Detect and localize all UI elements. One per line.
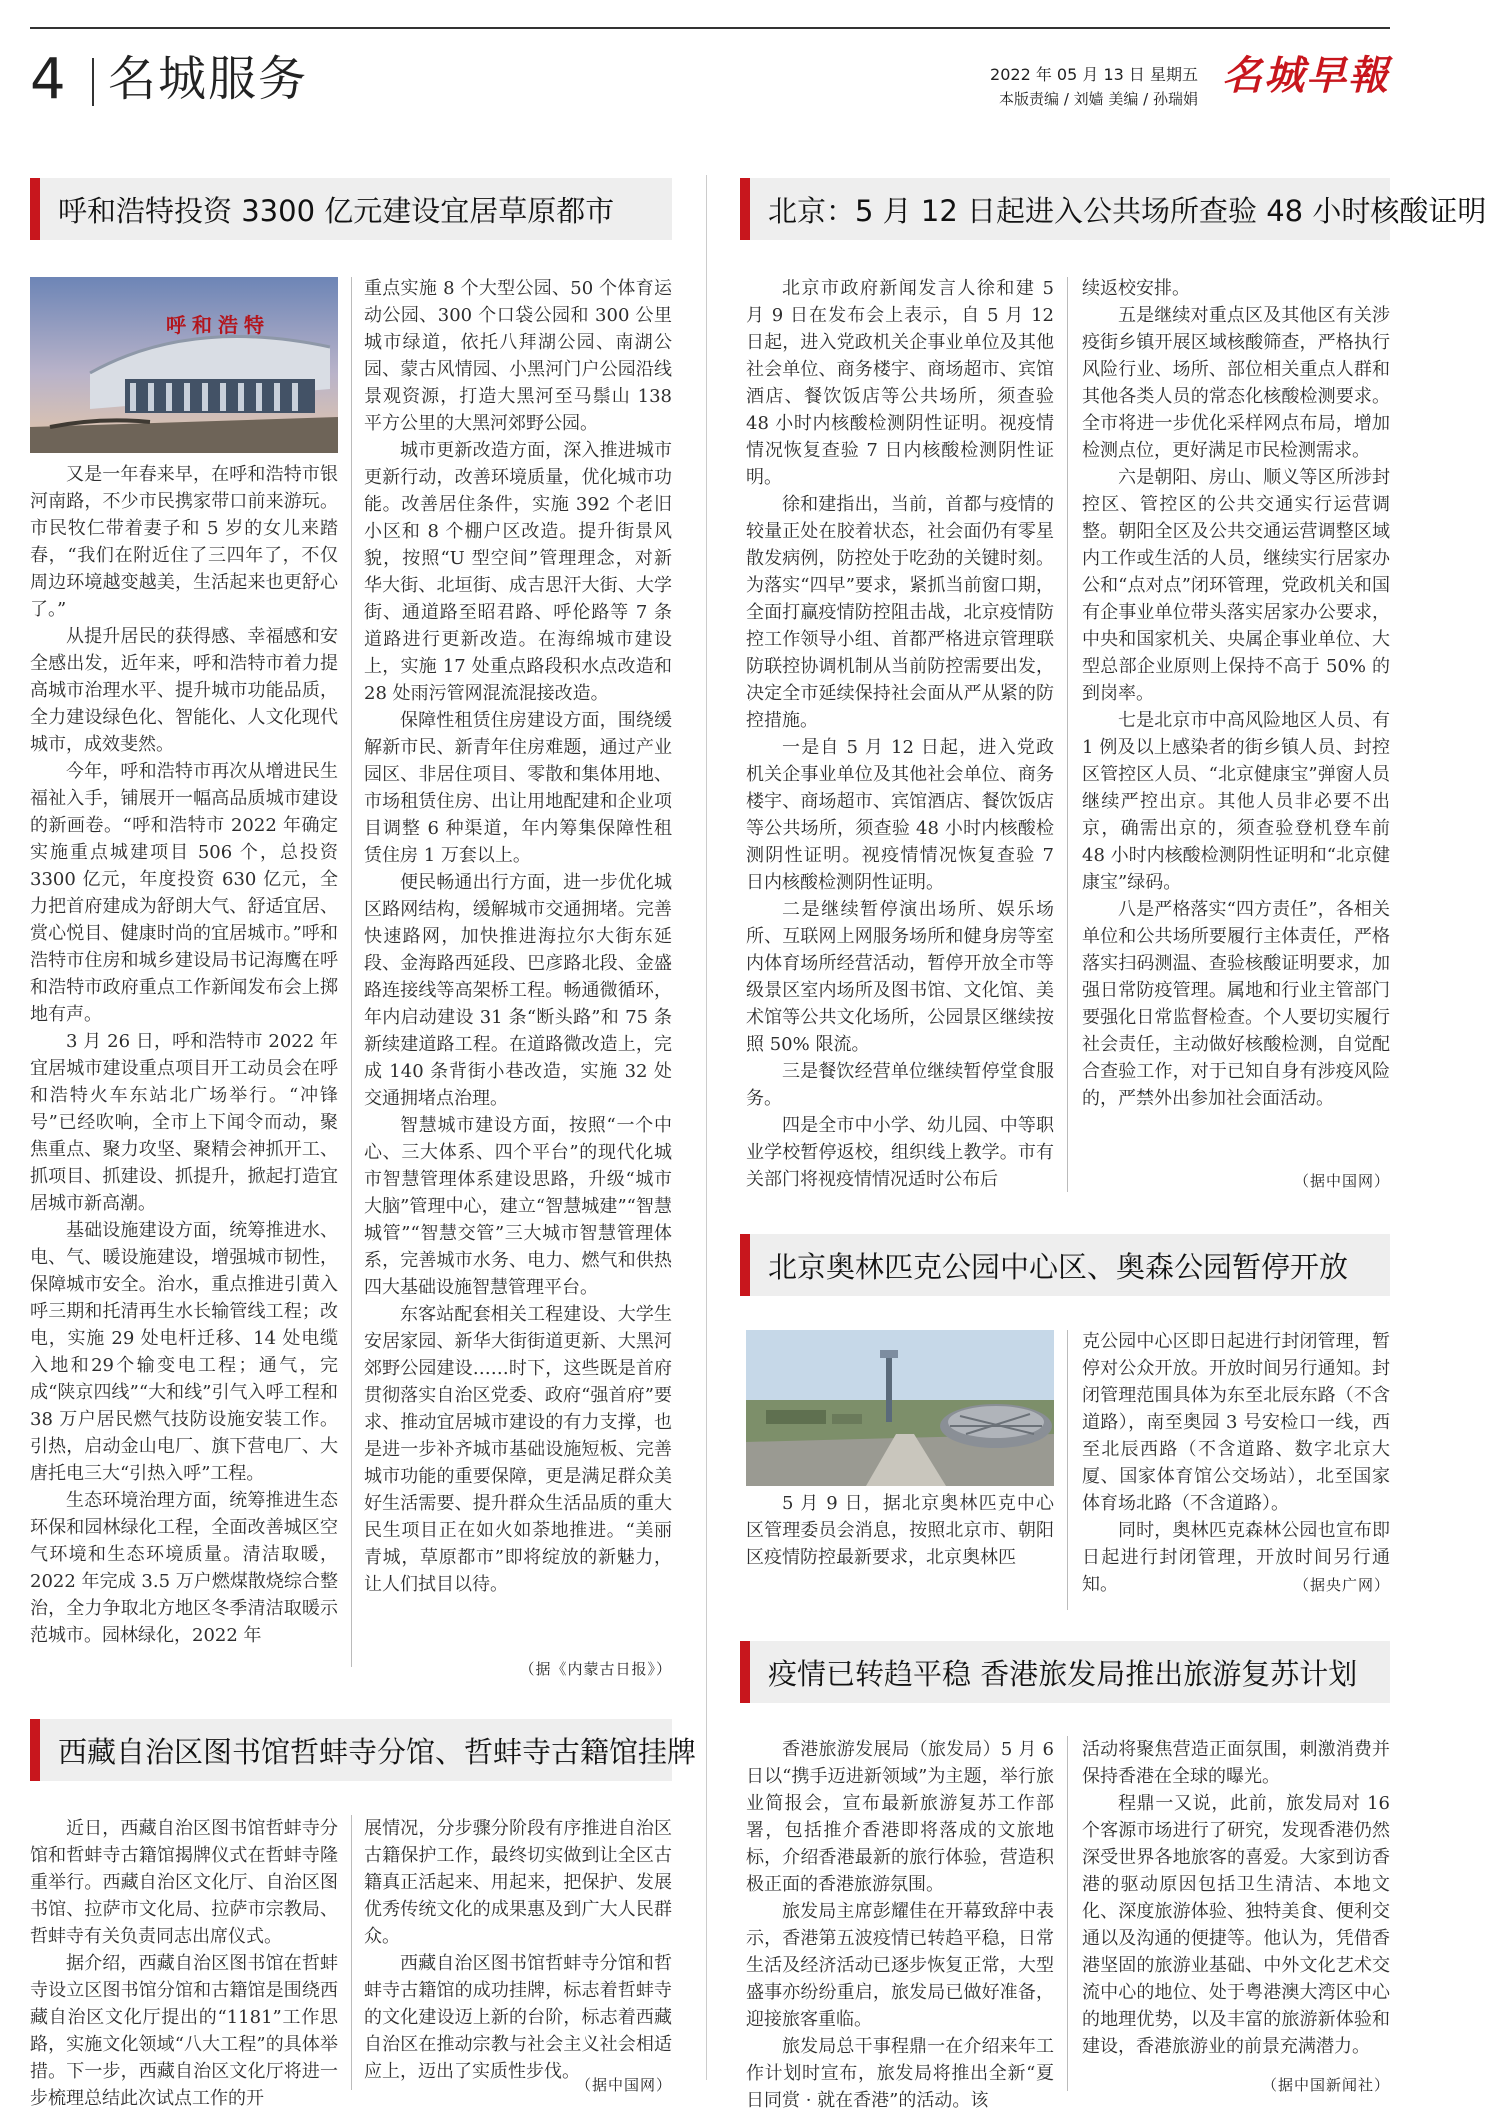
article1-title: 呼和浩特投资 3300 亿元建设宜居草原都市 [30,178,672,240]
paragraph: 八是严格落实“四方责任”，各相关单位和公共场所要履行主体责任，严格落实扫码测温、查验核酸证明要求，加强日常防疫管理。属地和行业主管部门要强化日常监督检查。个人要切实履行社会责任，主动做好核酸检测，自觉配合查验工作，对于已知自身有涉疫风险的，严禁外出参加社会面活动。 [1082,899,1390,1109]
paragraph: 基础设施建设方面，统筹推进水、电、气、暖设施建设，增强城市韧性，保障城市安全。治水，重点推进引黄入呼三期和托清再生水长输管线工程；改电，实施 29 处电杆迁移、14 处电缆入地和29个输变电工程；通气，完成“陕京四线”“大和线”引气入呼工程和 38 万户居民燃气技防设施安装工作。引热，启动金山电厂、旗下营电厂、大唐托电三大“引热入呼”工程。 [30,1220,338,1484]
paragraph: 保障性租赁住房建设方面，围绕缓解新市民、新青年住房难题，通过产业园区、非居住项目、零散和集体用地、市场租赁住房、出让用地配建和企业项目调整 6 种渠道，年内筹集保障性租赁住房 1 万套以上。 [364,710,672,866]
article4-column1 [30,1815,338,2109]
article4-title: 西藏自治区图书馆哲蚌寺分馆、哲蚌寺古籍馆挂牌 [30,1719,672,1781]
paragraph: 近日，西藏自治区图书馆哲蚌寺分馆和哲蚌寺古籍馆揭牌仪式在哲蚌寺隆重举行。西藏自治区文化厅、自治区图书馆、拉萨市文化局、拉萨市宗教局、哲蚌寺有关负责同志出席仪式。 [30,1818,338,1947]
article3-column-right [1082,1328,1390,1598]
station-sign: 呼和浩特 [166,313,270,337]
issue-date: 2022 年 05 月 13 日 星期五 [990,65,1198,84]
paragraph: 同时，奥林匹克森林公园也宣布即日起进行封闭管理，开放时间另行通知。 [1082,1520,1390,1595]
paragraph: 旅发局总干事程鼎一在介绍来年工作计划时宣布，旅发局将推出全新“夏日同赏 · 就在香港”的活动。该 [746,2036,1054,2111]
paragraph: 3 月 26 日，呼和浩特市 2022 年宜居城市建设重点项目开工动员会在呼和浩特火车东站北广场举行。“冲锋号”已经吹响，全市上下闻令而动，聚焦重点、聚力攻坚、聚精会神抓开工、抓项目、抓建设、抓提升，掀起打造宜居城市新高潮。 [30,1031,338,1214]
paragraph: 三是餐饮经营单位继续暂停堂食服务。 [746,1061,1054,1109]
paragraph: 香港旅游发展局（旅发局）5 月 6 日以“携手迈进新领域”为主题，举行旅业简报会，宣布最新旅游复苏工作部署，包括推介香港即将落成的文旅地标，介绍香港最新的旅行体验，营造积极正面的香港旅游氛围。 [746,1739,1054,1895]
paragraph: 城市更新改造方面，深入推进城市更新行动，改善环境质量，优化城市功能。改善居住条件，实施 392 个老旧小区和 8 个棚户区改造。提升街景风貌，按照“U 型空间”管理理念，对新华大街、北垣街、成吉思汗大街、大学街、通道路至昭君路、呼伦路等 7 条道路进行更新改造。在海绵城市建设上，实施 17 处重点路段积水点改造和 28 处雨污管网混流混接改造。 [364,440,672,704]
paragraph: 生态环境治理方面，统筹推进生态环保和园林绿化工程，全面改善城区空气环境和生态环境质量。清洁取暖，2022 年完成 3.5 万户燃煤散烧综合整治，全力争取北方地区冬季清洁取暖示范城市。园林绿化，2022 年 [30,1490,338,1646]
article1-source: （据《内蒙古日报》） [519,1660,672,1678]
paragraph: 四是全市中小学、幼儿园、中等职业学校暂停返校，组织线上教学。市有关部门将视疫情情况适时公布后 [746,1115,1054,1190]
page-column-divider [706,175,707,2080]
top-rule [30,27,1390,29]
paragraph: 智慧城市建设方面，按照“一个中心、三大体系、四个平台”的现代化城市智慧管理体系建设思路，升级“城市大脑”管理中心，建立“智慧城建”“智慧城管”“智慧交管”三大城市智慧管理体系，完善城市水务、电力、燃气和供热四大基础设施智慧管理平台。 [364,1115,672,1298]
article4-source: （据中国网） [575,2076,672,2094]
article5-column2 [1082,1736,1390,2069]
article2-source: （据中国网） [1293,1172,1390,1190]
paragraph: 重点实施 8 个大型公园、50 个体育运动公园、300 个口袋公园和 300 公里城市绿道，依托八拜湖公园、南湖公园、蒙古风情园、小黑河门户公园沿线景观资源，打造大黑河至马鬃山 138 平方公里的大黑河郊野公园。 [364,278,672,434]
paragraph: 续返校安排。 [1082,278,1190,299]
column-rule [1067,1330,1068,1610]
paragraph: 北京市政府新闻发言人徐和建 5 月 9 日在发布会上表示，自 5 月 12 日起，进入党政机关企事业单位及其他社会单位、商务楼宇、商场超市、宾馆酒店、餐饮饭店等公共场所，须查验 48 小时内核酸检测阴性证明。视疫情情况恢复查验 7 日内核酸检测阴性证明。 [746,278,1054,488]
article2-title: 北京：5 月 12 日起进入公共场所查验 48 小时核酸证明 [740,178,1390,240]
paragraph: 六是朝阳、房山、顺义等区所涉封控区、管控区的公共交通实行运营调整。朝阳全区及公共交通运营调整区域内工作或生活的人员，继续实行居家办公和“点对点”闭环管理，党政机关和国有企事业单位带头落实居家办公要求，中央和国家机关、央属企事业单位、大型总部企业原则上保持不高于 50% 的到岗率。 [1082,467,1390,704]
column-rule [1067,1736,1068,2091]
article1-column1 [30,461,338,1656]
page-number: 4 [30,47,66,112]
header-divider [92,58,94,106]
article3-photo [746,1330,1054,1486]
paragraph: 从提升居民的获得感、幸福感和安全感出发，近年来，呼和浩特市着力提高城市治理水平、提升城市功能品质，全力建设绿色化、智能化、人文化现代城市，成效斐然。 [30,626,338,755]
paragraph: 徐和建指出，当前，首都与疫情的较量正处在胶着状态，社会面仍有零星散发病例，防控处于吃劲的关键时刻。为落实“四早”要求，紧抓当前窗口期，全面打赢疫情防控阻击战，北京疫情防控工作领导小组、首都严格进京管理联防联控协调机制从当前防控需要出发，决定全市延续保持社会面从严从紧的防控措施。 [746,494,1054,731]
paragraph: 程鼎一又说，此前，旅发局对 16 个客源市场进行了研究，发现香港仍然深受世界各地旅客的喜爱。大家到访香港的驱动原因包括卫生清洁、本地文化、深度旅游体验、独特美食、便利交通以及沟通的便捷等。他认为，凭借香港坚固的旅游业基础、中外文化艺术交流中心的地位、处于粤港澳大湾区中心的地理优势，以及丰富的旅游新体验和建设，香港旅游业的前景充满潜力。 [1082,1793,1390,2057]
paragraph: 一是自 5 月 12 日起，进入党政机关企事业单位及其他社会单位、商务楼宇、商场超市、宾馆酒店、餐饮饭店等公共场所，须查验 48 小时内核酸检测阴性证明。视疫情情况恢复查验 7 日内核酸检测阴性证明。 [746,737,1054,893]
paragraph: 五是继续对重点区及其他区有关涉疫街乡镇开展区域核酸筛查，严格执行风险行业、场所、部位相关重点人群和其他各类人员的常态化核酸检测要求。全市将进一步优化采样网点布局，增加检测点位，更好满足市民检测需求。 [1082,305,1390,461]
paragraph: 今年，呼和浩特市再次从增进民生福祉入手，铺展开一幅高品质城市建设的新画卷。“呼和浩特市 2022 年确定实施重点城建项目 506 个，总投资 3300 亿元，年度投资 630 亿元，全力把首府建成为舒朗大气、舒适宜居、赏心悦目、健康时尚的宜居城市。”呼和浩特市住房和城乡建设局书记海鹰在呼和浩特市政府重点工作新闻发布会上掷地有声。 [30,761,338,1025]
column-rule [351,277,352,1667]
paragraph: 据介绍，西藏自治区图书馆在哲蚌寺设立区图书馆分馆和古籍馆是围绕西藏自治区文化厅提出的“1181”工作思路，实施文化领域“八大工程”的具体举措。下一步，西藏自治区文化厅将进一步梳理总结此次试点工作的开 [30,1953,338,2109]
article2-column1 [746,275,1054,1195]
paragraph: 西藏自治区图书馆哲蚌寺分馆和哲蚌寺古籍馆的成功挂牌，标志着哲蚌寺的文化建设迈上新的台阶，标志着西藏自治区在推动宗教与社会主义社会相适应上，迈出了实质性步伐。 [364,1953,672,2082]
article3-source: （据央广网） [1190,1574,1390,1595]
masthead-logo: 名城早報 [1222,52,1390,99]
column-rule [351,1815,352,2090]
paragraph: 展情况，分步骤分阶段有序推进自治区古籍保护工作，最终切实做到让全区古籍真正活起来、用起来，把保护、发展优秀传统文化的成果惠及到广大人民群众。 [364,1818,672,1947]
paragraph: 旅发局主席彭耀佳在开幕致辞中表示，香港第五波疫情已转趋平稳，日常生活及经济活动已逐步恢复正常，大型盛事亦纷纷重启，旅发局已做好准备，迎接旅客重临。 [746,1901,1054,2030]
article1-column2 [364,275,672,1650]
column-rule [1067,277,1068,1192]
article5-source: （据中国新闻社） [1261,2076,1390,2094]
section-title: 名城服务 [108,51,309,107]
article1-photo [30,277,338,453]
paragraph: 便民畅通出行方面，进一步优化城区路网结构，缓解城市交通拥堵。完善快速路网，加快推进海拉尔大街东延段、金海路西延段、巴彦路北段、金盛路连接线等高架桥工程。畅通微循环，年内启动建设 31 条“断头路”和 75 条新续建道路工程。在道路微改造上，完成 140 条背街小巷改造，实施 32 处交通拥堵点治理。 [364,872,672,1109]
article3-column-left [746,1490,1054,1610]
paragraph: 5 月 9 日，据北京奥林匹克中心区管理委员会消息，按照北京市、朝阳区疫情防控最新要求，北京奥林匹 [746,1493,1054,1568]
editor-credits: 本版责编 / 刘嫱 美编 / 孙瑞娟 [999,90,1198,108]
paragraph: 又是一年春来早，在呼和浩特市银河南路，不少市民携家带口前来游玩。市民牧仁带着妻子和 5 岁的女儿来踏春，“我们在附近住了三四年了，不仅周边环境越变越美，生活起来也更舒心了。” [30,464,338,620]
paragraph: 克公园中心区即日起进行封闭管理，暂停对公众开放。开放时间另行通知。封闭管理范围具体为东至北辰东路（不含道路），南至奥园 3 号安检口一线，西至北辰西路（不含道路、数字北京大厦、国家体育馆公交场站），北至国家体育场北路（不含道路）。 [1082,1331,1390,1514]
article4-column2 [364,1815,672,2082]
paragraph: 二是继续暂停演出场所、娱乐场所、互联网上网服务场所和健身房等室内体育场所经营活动，暂停开放全市等级景区室内场所及图书馆、文化馆、美术馆等公共文化场所，公园景区继续按照 50% 限流。 [746,899,1054,1055]
olympic-park-photo [746,1330,1054,1486]
paragraph: 七是北京市中高风险地区人员、有 1 例及以上感染者的街乡镇人员、封控区管控区人员、“北京健康宝”弹窗人员继续严控出京。其他人员非必要不出京，确需出京的，须查验登机登车前 48 小时内核酸检测阴性证明和“北京健康宝”绿码。 [1082,710,1390,893]
article5-title: 疫情已转趋平稳 香港旅发局推出旅游复苏计划 [740,1641,1390,1703]
train-station-photo [30,277,338,453]
article2-column2 [1082,275,1390,1170]
article5-column1 [746,1736,1054,2111]
paragraph: 活动将聚焦营造正面氛围，刺激消费并保持香港在全球的曝光。 [1082,1739,1390,1787]
paragraph: 东客站配套相关工程建设、大学生安居家园、新华大街街道更新、大黑河郊野公园建设……时下，这些既是首府贯彻落实自治区党委、政府“强首府”要求、推动宜居城市建设的有力支撑，也是进一步补齐城市基础设施短板、完善城市功能的重要保障，更是满足群众美好生活需要、提升群众生活品质的重大民生项目正在如火如荼地推进。“美丽青城，草原都市”即将绽放的新魅力，让人们拭目以待。 [364,1304,672,1595]
article3-title: 北京奥林匹克公园中心区、奥森公园暂停开放 [740,1234,1390,1296]
